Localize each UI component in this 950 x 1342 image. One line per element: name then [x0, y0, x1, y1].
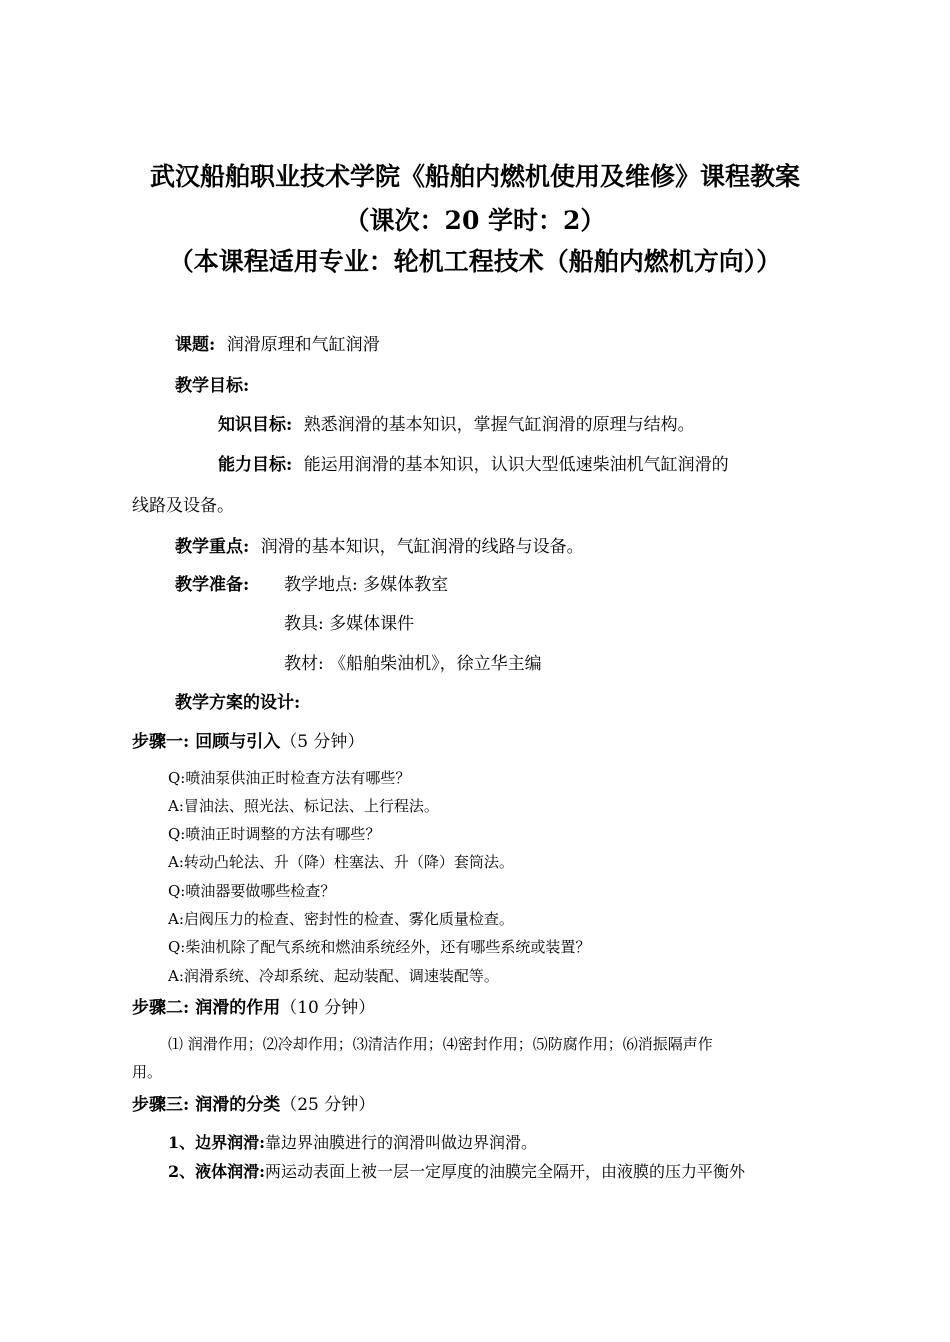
qa-line: A:润滑系统、冷却系统、起动装配、调速装配等。 [168, 967, 499, 985]
topic-row [175, 330, 380, 355]
classification-item [168, 1130, 537, 1153]
classification-label: 1、边界润滑: [168, 1133, 266, 1152]
knowledge-value: 熟悉润滑的基本知识，掌握气缸润滑的原理与结构。 [303, 415, 695, 435]
step-one-label: 步骤一: 回顾与引入 [132, 732, 281, 752]
qa-line: A:启阀压力的检查、密封性的检查、雾化质量检查。 [168, 910, 514, 928]
qa-line: Q:喷油泵供油正时检查方法有哪些？ [168, 769, 411, 787]
knowledge-label: 知识目标: [218, 415, 293, 435]
session-info: （课次：20 学时：2） [344, 206, 606, 235]
classification-text: 靠边界油膜进行的润滑叫做边界润滑。 [265, 1133, 538, 1152]
ability-value-continued: 线路及设备。 [132, 496, 234, 516]
prep-place: 教学地点: 多媒体教室 [284, 575, 449, 595]
functions-line-continued: 用。 [132, 1063, 163, 1081]
focus-label: 教学重点: [175, 537, 250, 557]
ability-label: 能力目标: [218, 455, 293, 475]
qa-line: Q:喷油正时调整的方法有哪些？ [168, 825, 381, 843]
classification-item [168, 1159, 745, 1182]
knowledge-row [218, 410, 695, 435]
focus-row [175, 532, 584, 557]
prep-label: 教学准备: [175, 575, 250, 595]
topic-label: 课题: [175, 335, 216, 355]
step-three-label: 步骤三: 润滑的分类 [132, 1095, 281, 1115]
qa-line: A:转动凸轮法、升（降）柱塞法、升（降）套筒法。 [168, 853, 514, 871]
step-one-duration: （5 分钟） [280, 732, 365, 752]
applicable-major: （本课程适用专业：轮机工程技术（船舶内燃机方向）） [168, 247, 782, 276]
prep-tools: 教具: 多媒体课件 [284, 614, 415, 634]
step-two-label: 步骤二: 润滑的作用 [132, 998, 281, 1018]
functions-line: ⑴ 润滑作用；⑵冷却作用；⑶清洁作用；⑷密封作用；⑸防腐作用；⑹消振隔声作 [168, 1035, 713, 1053]
classification-label: 2、液体润滑: [168, 1162, 266, 1181]
step-one-heading [132, 727, 364, 752]
qa-line: Q:喷油器要做哪些检查？ [168, 882, 336, 900]
objectives-label: 教学目标: [175, 376, 250, 396]
prep-book: 教材: 《船舶柴油机》，徐立华主编 [284, 654, 542, 674]
step-two-heading [132, 993, 375, 1018]
ability-row [218, 450, 729, 475]
design-label: 教学方案的设计: [175, 693, 301, 713]
step-three-duration: （25 分钟） [280, 1095, 376, 1115]
focus-value: 润滑的基本知识，气缸润滑的线路与设备。 [260, 537, 584, 557]
ability-value: 能运用润滑的基本知识，认识大型低速柴油机气缸润滑的 [303, 455, 729, 475]
step-three-heading [132, 1090, 375, 1115]
classification-text: 两运动表面上被一层一定厚度的油膜完全隔开，由液膜的压力平衡外 [265, 1162, 746, 1181]
step-two-duration: （10 分钟） [280, 998, 376, 1018]
qa-line: Q:柴油机除了配气系统和燃油系统经外，还有哪些系统或装置？ [168, 938, 591, 956]
qa-line: A:冒油法、照光法、标记法、上行程法。 [168, 797, 439, 815]
page-title: 武汉船舶职业技术学院《船舶内燃机使用及维修》课程教案 [149, 162, 800, 191]
topic-value: 润滑原理和气缸润滑 [226, 335, 380, 355]
